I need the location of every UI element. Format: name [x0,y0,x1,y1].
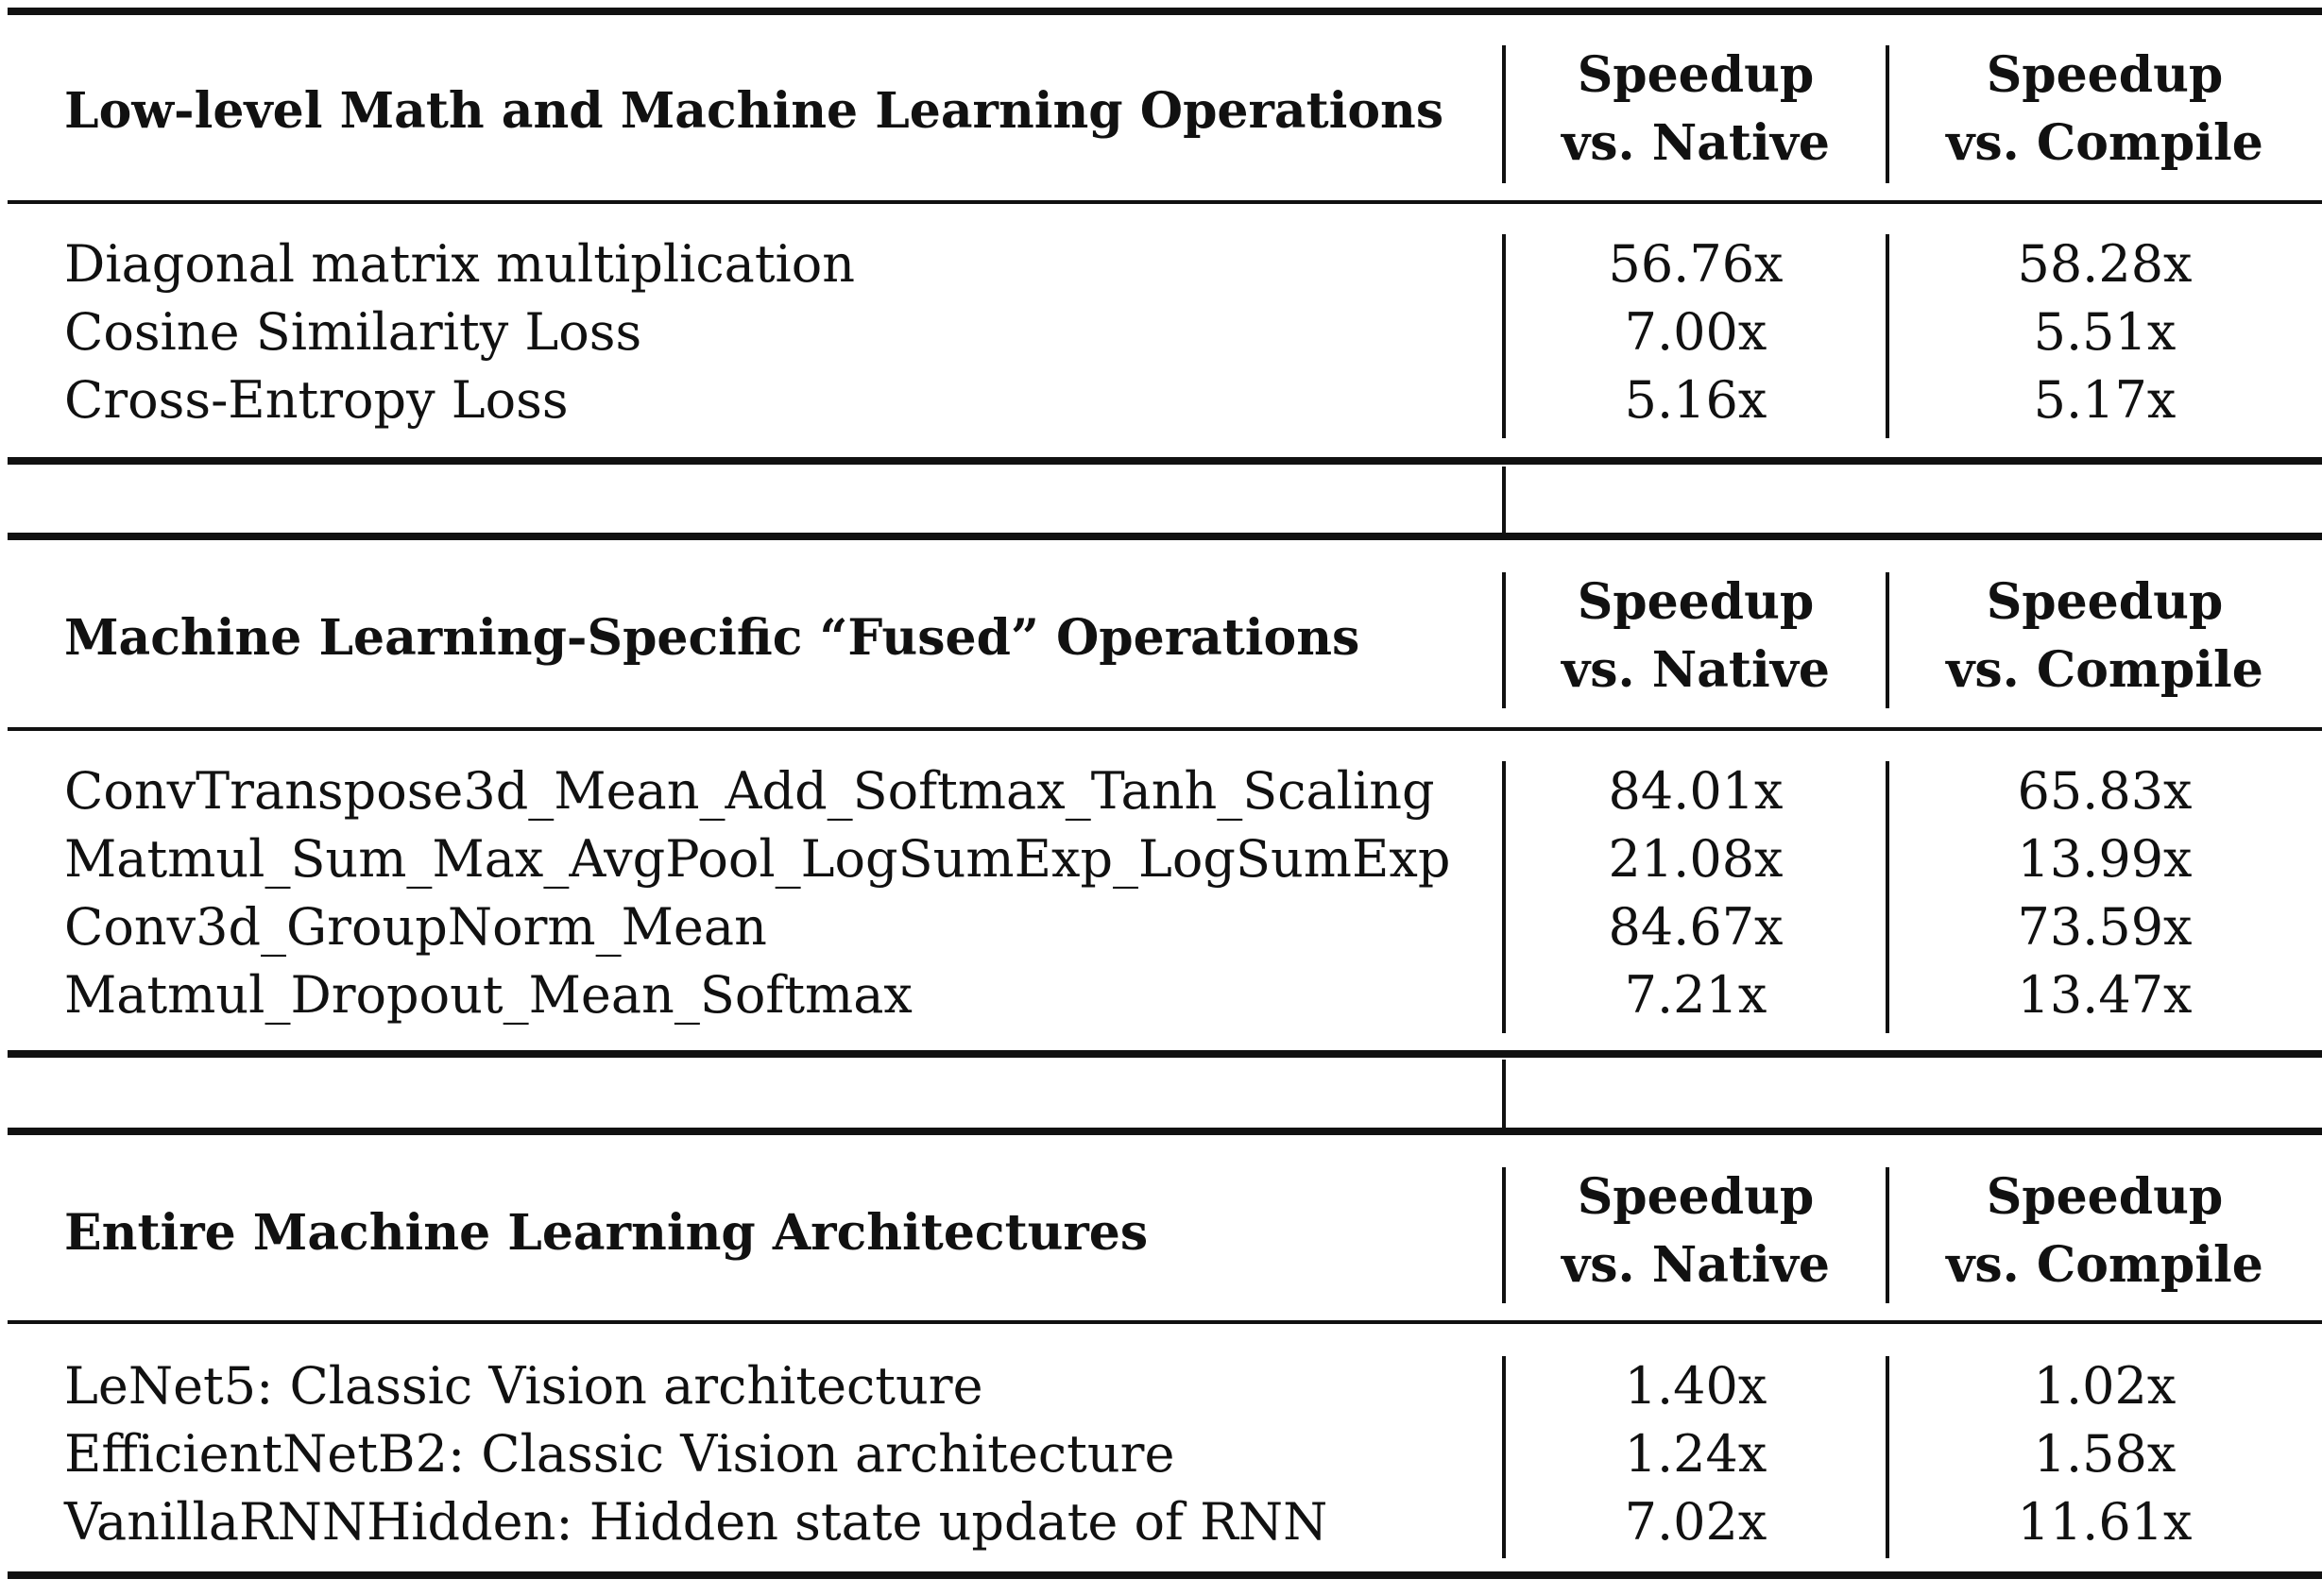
section-title: Machine Learning-Specific “Fused” Operations [64,609,1360,667]
row-speedup-compile: 13.47x [2017,965,2193,1025]
row-speedup-compile: 5.51x [2033,302,2177,362]
row-name: EfficientNetB2: Classic Vision architecture [64,1424,1175,1484]
row-speedup-compile: 1.58x [2033,1424,2177,1484]
row-speedup-compile: 65.83x [2017,761,2193,821]
row-name: Conv3d_GroupNorm_Mean [64,897,767,957]
row-speedup-compile: 13.99x [2017,829,2193,889]
row-speedup-native: 84.01x [1608,761,1784,821]
row-name: Cosine Similarity Loss [64,302,642,362]
column-header-compile-line1: Speedup [1986,1168,2224,1226]
row-name: ConvTranspose3d_Mean_Add_Softmax_Tanh_Scaling [64,761,1435,821]
section-top-rule [8,533,2322,540]
row-speedup-native: 84.67x [1608,897,1784,957]
column-header-native-line2: vs. Native [1562,114,1830,172]
column-header-compile-line2: vs. Compile [1946,114,2263,172]
row-name: Matmul_Dropout_Mean_Softmax [64,965,913,1025]
row-speedup-compile: 5.17x [2033,370,2177,430]
row-speedup-native: 21.08x [1608,829,1784,889]
table-bottom-rule [8,1571,2322,1579]
section-top-rule [8,1128,2322,1135]
section-title: Entire Machine Learning Architectures [64,1204,1149,1262]
header-rule [8,727,2322,731]
row-speedup-native: 56.76x [1608,234,1784,294]
column-header-compile-line1: Speedup [1986,46,2224,104]
column-header-native-line1: Speedup [1577,573,1815,631]
row-speedup-compile: 73.59x [2017,897,2193,957]
column-header-native-line1: Speedup [1577,46,1815,104]
row-speedup-native: 1.24x [1624,1424,1767,1484]
row-speedup-native: 1.40x [1624,1356,1767,1416]
row-name: LeNet5: Classic Vision architecture [64,1356,983,1416]
row-speedup-compile: 1.02x [2033,1356,2177,1416]
column-header-compile-line2: vs. Compile [1946,641,2263,699]
column-divider [1502,467,1506,535]
table-top-rule [8,8,2322,15]
column-divider [1502,1060,1506,1128]
row-name: VanillaRNNHidden: Hidden state update of RNN [64,1492,1328,1552]
row-name: Diagonal matrix multiplication [64,234,856,294]
row-speedup-native: 5.16x [1624,370,1767,430]
row-speedup-native: 7.00x [1624,302,1767,362]
column-header-native-line2: vs. Native [1562,1236,1830,1294]
column-header-compile-line1: Speedup [1986,573,2224,631]
column-header-compile-line2: vs. Compile [1946,1236,2263,1294]
column-header-native-line2: vs. Native [1562,641,1830,699]
section-bottom-rule [8,457,2322,465]
section-bottom-rule [8,1050,2322,1058]
header-rule [8,1320,2322,1324]
row-speedup-native: 7.21x [1624,965,1767,1025]
row-speedup-compile: 58.28x [2017,234,2193,294]
row-speedup-native: 7.02x [1624,1492,1767,1552]
column-header-native-line1: Speedup [1577,1168,1815,1226]
section-title: Low-level Math and Machine Learning Operations [64,82,1444,140]
row-name: Cross-Entropy Loss [64,370,569,430]
row-speedup-compile: 11.61x [2017,1492,2193,1552]
header-rule [8,200,2322,204]
row-name: Matmul_Sum_Max_AvgPool_LogSumExp_LogSumExp [64,829,1451,889]
